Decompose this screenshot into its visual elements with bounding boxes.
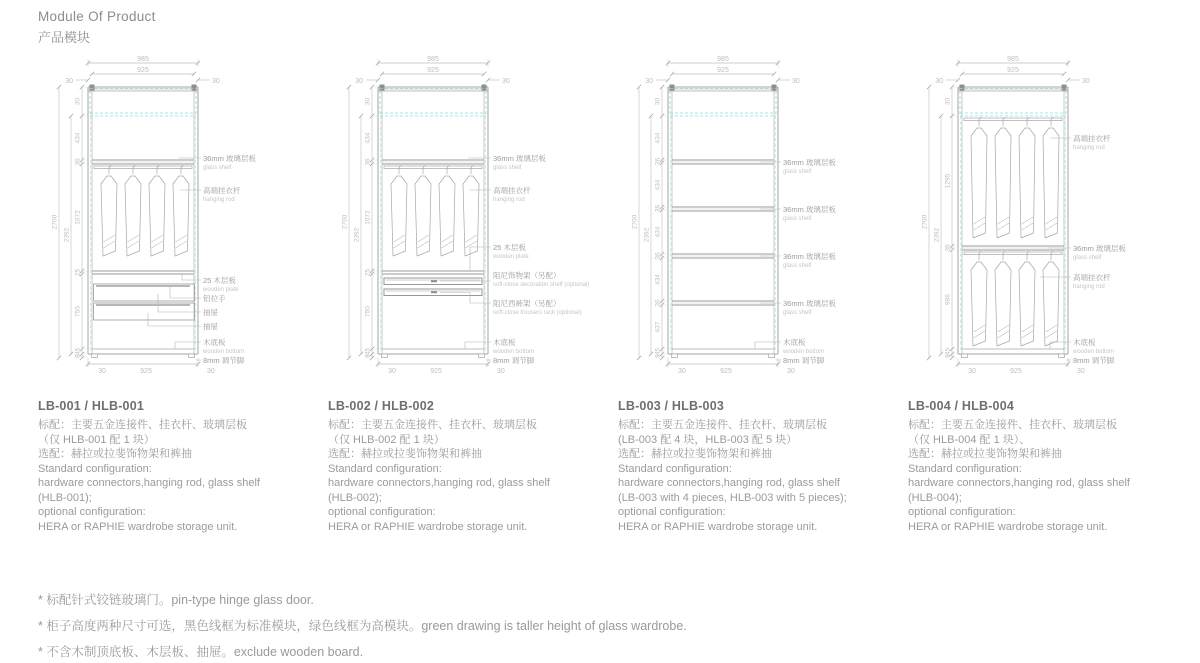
hanging-garment (971, 252, 987, 347)
glass-shelf (672, 207, 774, 211)
leader-line (755, 342, 781, 349)
hanging-garment (971, 118, 987, 239)
annotation-zh: 8mm 调节脚 (1073, 356, 1115, 365)
annotation-en: wooden bottom (783, 349, 825, 355)
desc-line: Standard configuration: (618, 462, 732, 475)
annotation (182, 274, 239, 293)
desc-line: 标配：主要五金连接件、挂衣杆、玻璃层板 (328, 419, 537, 431)
annotation-en: glass shelf (783, 310, 812, 316)
dim-label: 30 (98, 368, 106, 375)
drawer-front (94, 284, 195, 301)
annotation-zh: 木底板 (1073, 338, 1096, 347)
garment-outline (439, 176, 455, 256)
drawer-front (94, 303, 195, 320)
desc-line: (HLB-002); (328, 491, 382, 504)
technical-drawing (900, 54, 1192, 389)
glass-shelf (92, 160, 194, 164)
module-title: LB-002 / HLB-002 (328, 399, 435, 413)
module-desc-lb-003 (610, 399, 900, 534)
module-title: LB-003 / HLB-003 (618, 399, 725, 413)
hanging-garment (415, 166, 431, 257)
dim-label: 2700 (631, 214, 639, 230)
corner-connector (960, 85, 965, 91)
module-title: LB-004 / HLB-004 (908, 399, 1015, 413)
desc-line: (LB-003 配 4 块，HLB-003 配 5 块） (618, 433, 798, 446)
leader-line (148, 313, 201, 326)
garment-outline (995, 128, 1011, 238)
desc-line: 选配：赫拉或拉斐饰物架和裤抽 (908, 448, 1062, 460)
dim-label: 36 (654, 157, 662, 166)
hanging-garment (101, 166, 117, 257)
garment-outline (391, 176, 407, 256)
dim-label: 925 (140, 368, 152, 375)
annotation-zh: 高端挂衣杆 (1073, 134, 1111, 143)
hanging-garment (125, 166, 141, 257)
garment-outline (173, 176, 189, 256)
desc-line: 标配：主要五金连接件、挂衣杆、玻璃层板 (618, 419, 827, 431)
annotation-en: hanging rod (493, 197, 525, 203)
garment-outline (1043, 262, 1059, 346)
leader-line (175, 342, 201, 349)
garment-outline (125, 176, 141, 256)
annotation-zh: 36mm 玻璃层板 (783, 158, 836, 167)
dim-label: 30 (355, 78, 363, 85)
dim-label: 1295 (944, 173, 952, 189)
annotation (1050, 337, 1114, 355)
hanging-garment (149, 166, 165, 257)
dim-label: 925 (427, 67, 439, 74)
dim-label: 45 (74, 347, 82, 356)
dim-label: 986 (944, 294, 952, 305)
dim-label: 434 (74, 132, 82, 144)
hanging-garment (1019, 118, 1035, 239)
hanging-garment (995, 252, 1011, 347)
glass-shelf (672, 301, 774, 305)
dim-label: 925 (717, 67, 729, 74)
module-lb-004 (900, 54, 1190, 534)
dim-label: 2700 (921, 214, 929, 230)
tray-handle (431, 280, 437, 282)
garment-outline (1019, 262, 1035, 346)
dim-label: 30 (65, 78, 73, 85)
dim-label: 30 (935, 78, 943, 85)
dim-label: 30 (502, 78, 510, 85)
dim-label: 30 (792, 78, 800, 85)
corner-connector (192, 85, 197, 91)
desc-line: hardware connectors,hanging rod, glass shelf (38, 477, 260, 489)
annotation-zh: 木底板 (203, 338, 226, 347)
dim-label: 30 (74, 97, 82, 106)
module-desc-lb-001 (30, 399, 320, 534)
module-drawing-lb-003 (610, 54, 902, 389)
dim-label: 434 (654, 132, 662, 144)
annotation (465, 337, 534, 355)
dim-label: 2700 (51, 214, 59, 230)
dim-label: 925 (1010, 368, 1022, 375)
dim-label: 45 (944, 347, 952, 356)
tray-handle (431, 291, 437, 293)
annotation (486, 355, 535, 365)
desc-line: Standard configuration: (908, 462, 1022, 475)
dim-label: 434 (654, 274, 662, 285)
annotation-zh: 抽屉 (203, 322, 218, 331)
technical-drawing (610, 54, 902, 389)
module-desc-lb-004 (900, 399, 1190, 534)
hanging-garment (463, 166, 479, 257)
dim-label: 750 (74, 306, 82, 317)
garment-outline (415, 176, 431, 256)
page-header (0, 0, 1200, 46)
dim-label: 30 (645, 78, 653, 85)
dim-label: 30 (678, 368, 686, 375)
desc-line: （仅 HLB-004 配 1 块）、 (908, 433, 1031, 446)
leader-line (465, 342, 491, 349)
dim-label: 2392 (933, 227, 941, 243)
dim-label: 437 (654, 321, 662, 333)
dim-label: 8 (364, 354, 372, 358)
annotation-zh: 8mm 调节脚 (783, 356, 825, 365)
dim-label: 30 (944, 97, 952, 106)
dim-label: 985 (1007, 56, 1019, 63)
garment-outline (149, 176, 165, 256)
dim-label: 1072 (364, 210, 372, 225)
dim-label: 8 (944, 354, 952, 358)
dim-label: 45 (654, 347, 662, 356)
desc-line: hardware connectors,hanging rod, glass shelf (328, 477, 550, 489)
annotation-zh: 25 木层板 (203, 276, 236, 285)
dim-label: 925 (720, 368, 732, 375)
dim-label: 985 (427, 56, 439, 63)
dim-label: 925 (430, 368, 442, 375)
annotation-zh: 36mm 玻璃层板 (1073, 244, 1126, 253)
desc-line: Standard configuration: (38, 462, 152, 475)
annotation-zh: 36mm 玻璃层板 (783, 205, 836, 214)
annotation-en: hanging rod (203, 197, 235, 203)
dim-label: 30 (654, 97, 662, 106)
annotation-zh: 阻尼西裤架（另配） (493, 299, 561, 308)
annotation-en: glass shelf (783, 263, 812, 269)
dim-label: 36 (74, 158, 82, 166)
annotation-en: glass shelf (1073, 255, 1102, 261)
garment-outline (995, 262, 1011, 346)
annotation-zh: 高端挂衣杆 (1073, 273, 1111, 282)
technical-drawing (320, 54, 612, 389)
footnote: * 柜子高度两种尺寸可选，黑色线框为标准模块，绿色线框为高模块。green drawing is taller height of glass wardrobe. (38, 619, 687, 633)
dim-label: 25 (364, 268, 372, 277)
module-lb-003 (610, 54, 900, 534)
dim-label: 36 (654, 299, 662, 307)
desc-line: (HLB-001); (38, 491, 92, 504)
annotation-en: glass shelf (493, 165, 522, 171)
annotation-en: wooden bottom (493, 349, 535, 355)
desc-line: 选配：赫拉或拉斐饰物架和裤抽 (38, 448, 192, 460)
annotation-zh: 36mm 玻璃层板 (493, 154, 546, 163)
desc-line: optional configuration: (908, 506, 1016, 518)
desc-line: Standard configuration: (328, 462, 442, 475)
cabinet-outline (668, 85, 778, 358)
desc-line: （仅 HLB-002 配 1 块） (328, 433, 445, 446)
adjustable-foot (189, 354, 195, 358)
dim-label: 30 (364, 97, 372, 106)
annotation-en: hanging rod (1073, 145, 1105, 151)
module-desc-lb-002 (320, 399, 610, 534)
module-lb-002 (320, 54, 610, 534)
leader-line (170, 287, 201, 298)
glass-shelf (672, 160, 774, 164)
garment-outline (1043, 128, 1059, 238)
dim-label: 434 (364, 132, 372, 144)
hanging-garment (1043, 118, 1059, 239)
annotation (470, 242, 529, 270)
garment-outline (971, 128, 987, 238)
dim-label: 925 (1007, 67, 1019, 74)
annotation-zh: 高端挂衣杆 (493, 186, 531, 195)
dim-label: 45 (364, 347, 372, 356)
annotation-en: glass shelf (783, 169, 812, 175)
adjustable-foot (672, 354, 678, 358)
desc-line: HERA or RAPHIE wardrobe storage unit. (328, 520, 528, 533)
page-title-en: Module Of Product (38, 9, 156, 24)
annotation-en: soft-close decoration shelf (optional) (493, 282, 590, 288)
dim-label: 30 (388, 368, 396, 375)
annotation (1066, 355, 1115, 365)
dim-label: 434 (654, 179, 662, 191)
annotation-en: wooden plate (493, 254, 529, 260)
modules-row (0, 54, 1200, 534)
dim-label: 1072 (74, 210, 82, 225)
annotation-zh: 高端挂衣杆 (203, 186, 241, 195)
module-drawing-lb-001 (30, 54, 322, 389)
module-lb-001 (30, 54, 320, 534)
adjustable-foot (382, 354, 388, 358)
desc-line: 标配：主要五金连接件、挂衣杆、玻璃层板 (38, 419, 247, 431)
dim-label: 2392 (353, 227, 361, 243)
annotation (440, 293, 582, 317)
glass-shelf (382, 160, 484, 164)
garment-outline (463, 176, 479, 256)
desc-line: hardware connectors,hanging rod, glass shelf (908, 477, 1130, 489)
footnote: * 标配针式铰链玻璃门。pin-type hinge glass door. (38, 593, 314, 607)
hanging-garment (1043, 252, 1059, 347)
annotation-zh: 阻尼饰物架（另配） (493, 271, 561, 280)
garment-outline (971, 262, 987, 346)
glass-shelf (672, 254, 774, 258)
dim-label: 30 (787, 368, 795, 375)
annotation-zh: 木底板 (493, 338, 516, 347)
dim-label: 2392 (63, 227, 71, 243)
desc-line: （仅 HLB-001 配 1 块） (38, 433, 155, 446)
dim-label: 36 (944, 244, 952, 252)
annotation-en: glass shelf (203, 165, 232, 171)
annotation-zh: 36mm 玻璃层板 (783, 252, 836, 261)
corner-connector (772, 85, 777, 91)
desc-line: 选配：赫拉或拉斐饰物架和裤抽 (618, 448, 772, 460)
dim-label: 2700 (341, 214, 349, 230)
corner-connector (90, 85, 95, 91)
annotation-en: soft-close trousers rack (optional) (493, 310, 582, 316)
annotation-en: wooden bottom (1073, 349, 1115, 355)
annotation (755, 337, 824, 355)
hanging-garment (1019, 252, 1035, 347)
desc-line: hardware connectors,hanging rod, glass shelf (618, 477, 840, 489)
module-title: LB-001 / HLB-001 (38, 399, 145, 413)
adjustable-foot (92, 354, 98, 358)
annotation-en: wooden plate (203, 287, 239, 293)
module-drawing-lb-002 (320, 54, 612, 389)
adjustable-foot (962, 354, 968, 358)
dim-label: 30 (1077, 368, 1085, 375)
dim-label: 36 (654, 252, 662, 260)
desc-line: (HLB-004); (908, 491, 962, 504)
hanging-garment (173, 166, 189, 257)
desc-line: 标配：主要五金连接件、挂衣杆、玻璃层板 (908, 419, 1117, 431)
desc-line: optional configuration: (618, 506, 726, 518)
dim-label: 30 (968, 368, 976, 375)
annotation-zh: 36mm 玻璃层板 (203, 154, 256, 163)
dim-label: 36 (654, 204, 662, 213)
dim-label: 30 (497, 368, 505, 375)
hanging-garment (391, 166, 407, 257)
adjustable-foot (1059, 354, 1065, 358)
desc-line: HERA or RAPHIE wardrobe storage unit. (38, 520, 238, 533)
dim-label: 750 (364, 306, 372, 317)
corner-connector (482, 85, 487, 91)
desc-line: optional configuration: (38, 506, 146, 518)
annotation-en: glass shelf (783, 216, 812, 222)
annotation-zh: 8mm 调节脚 (203, 356, 245, 365)
annotation (175, 337, 244, 355)
dim-label: 434 (654, 226, 662, 238)
dim-label: 925 (137, 67, 149, 74)
annotation-zh: 木底板 (783, 338, 806, 347)
dim-label: 25 (74, 268, 82, 277)
annotation (196, 355, 245, 365)
garment-outline (101, 176, 117, 256)
technical-drawing (30, 54, 322, 389)
dim-label: 8 (654, 354, 662, 358)
footnote: * 不含木制顶底板、木层板、抽屉。exclude wooden board. (38, 645, 364, 659)
corner-connector (1062, 85, 1067, 91)
annotation-zh: 25 木层板 (493, 243, 526, 252)
dim-label: 985 (137, 56, 149, 63)
wooden-plate (382, 271, 484, 274)
garment-outline (1019, 128, 1035, 238)
desc-line: HERA or RAPHIE wardrobe storage unit. (908, 520, 1108, 533)
annotation-zh: 8mm 调节脚 (493, 356, 535, 365)
dim-label: 30 (207, 368, 215, 375)
annotation-zh: 36mm 玻璃层板 (783, 299, 836, 308)
tall-module-overlay (670, 89, 776, 353)
desc-line: (LB-003 with 4 pieces, HLB-003 with 5 pieces); (618, 491, 847, 504)
corner-connector (670, 85, 675, 91)
annotation-zh: 抽屉 (203, 308, 218, 317)
desc-line: HERA or RAPHIE wardrobe storage unit. (618, 520, 818, 533)
desc-line: optional configuration: (328, 506, 436, 518)
annotation-en: wooden bottom (203, 349, 245, 355)
annotation (776, 355, 825, 365)
annotation-en: hanging rod (1073, 284, 1105, 290)
dim-label: 8 (74, 354, 82, 358)
dim-label: 30 (1082, 78, 1090, 85)
dim-label: 36 (364, 158, 372, 166)
page-title-zh: 产品模块 (38, 30, 91, 45)
hanging-garment (439, 166, 455, 257)
hanging-garment (995, 118, 1011, 239)
dim-label: 985 (717, 56, 729, 63)
dim-label: 2392 (643, 227, 651, 243)
dim-label: 30 (212, 78, 220, 85)
adjustable-foot (479, 354, 485, 358)
module-drawing-lb-004 (900, 54, 1192, 389)
desc-line: 选配：赫拉或拉斐饰物架和裤抽 (328, 448, 482, 460)
annotation-zh: 铝拉手 (203, 294, 226, 303)
wooden-plate (92, 271, 194, 274)
corner-connector (380, 85, 385, 91)
adjustable-foot (769, 354, 775, 358)
footnotes (0, 590, 1200, 660)
